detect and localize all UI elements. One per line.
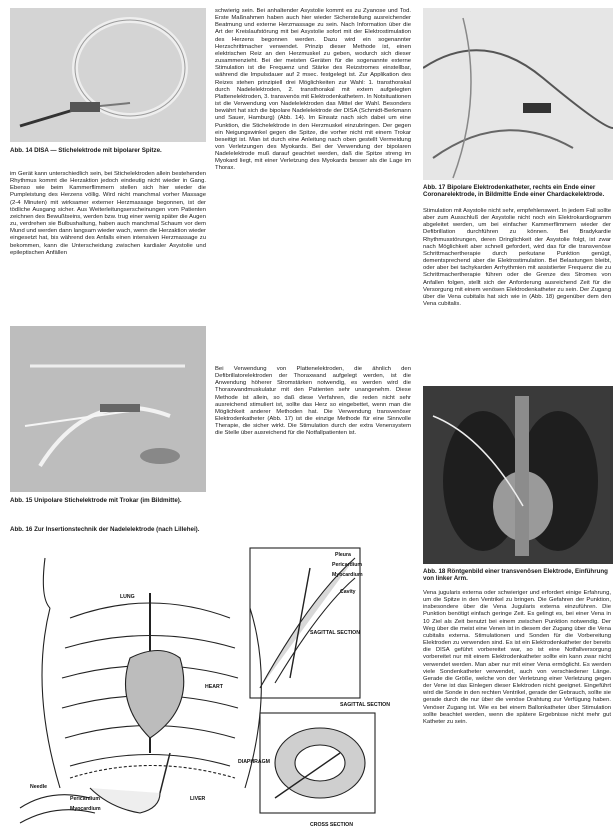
fig15-photo xyxy=(10,326,206,492)
pericardium-label: Pericardium xyxy=(332,562,362,568)
left-text-block: im Gerät kann unterschiedlich sein, bei Stichelektroden allein bestehenden Rhythmus kommt die Herzaktion jedoch eindeutig nicht wieder in Gang. Ebenso wie beim Kammerflimmern stellen sich hier wieder die Pumpleistung des Herzens völlig. Wird nicht manchmal vorher Massage (2-4 Minuten) mit wirksamer externer Herzmassage begonnen, ist der tödliche Ausgang sicher. Aus Weiterleitungserscheinungen vom Patienten zeichnen des Bewußtseins, werden bzw. trug einer wenig später die Augen zu, verdrehen sie Bulbushaltung, haben auch manchmal Schaum vor dem Mund und werden dann langsam wieder wach, wenn die Herzaktion wieder eingesetzt hat, bis während des Anfalls einen intensiven Herzmassage zu bekommen, kann die Unterscheidung zwischen kardialer Asystolie und epileptischen Anfällen xyxy=(10,171,206,256)
fig16-caption: Abb. 16 Zur Insertionstechnik der Nadelelektrode (nach Lillehei). xyxy=(10,526,200,533)
middle-text-block-b: Bei Verwendung von Plattenelektroden, die ähnlich den Defibrillatorelektroden der Thoraxwand aufgelegt werden, ist die Anwendung höherer Stromstärken notwendig, es werden wird die Thoraxwandmuskulatur mit den Patienten sehr unangenehm. Diese Methode ist allein, so daß diese Verfahren, die reden nicht sehr ausreichend stimuliert ist, sollte das Herz so eingebettet, wenn man die Möglichkeit anderer Methoden hat. Die Verwendung transvenöser Elektrodenkatheter (Abb. 17) ist die einzige Methode für eine Sinnvolle Therapie, die sicher wirkt. Die Stimulation durch der extra Venensystem die Stelle über ausreichend für die Notfallpatienten ist. xyxy=(215,366,411,437)
fig16-diagram xyxy=(10,538,422,834)
fig17-photo xyxy=(423,8,613,180)
lung-label: LUNG xyxy=(120,594,135,600)
liver-label: LIVER xyxy=(190,796,206,802)
fig14-photo xyxy=(10,8,206,142)
pericardium-label-2: Pericardium xyxy=(70,796,100,802)
right-text-block-a: Stimulation mit Asystolie nicht sehr, empfehlenswert. In jedem Fall sollte aber zum Ausschluß der Asystolie nicht noch ein Elektrokardiogramm abgeleitet werden, um bei einfacher Kammerflimmern wieder der Defibrillation durchführen zu können. Bei Bradykardie Rhythmusstörungen, deren Dringlichkeit der Asystolie folgt, ist zwar nach Möglichkeit aber schnell gefordert, wird das für die transvenöse Schrittmachertherapie durch perkutane Punktion genügt, dementsprechend aber die Elektrostimulation. Bei Belastungen bleibt, oder aber bei tachykarden Arrhythmien mit assistierter Frequenz die zu Schrittmachertherapie führen oder die Grenze des Stromes von Anfallen folgen, stellt sich der Anforderung ausreichend Zeit für die Versorgung mit einem venösen Elektrodenkatheter zu sein. Der Zugang über die Vena cubitalis hat sich wie in (Abb. 18) gegenüber dem den Vena cubitalis. xyxy=(423,208,611,308)
heart-label: HEART xyxy=(205,684,223,690)
fig14-caption: Abb. 14 DISA — Stichelektrode mit bipolarer Spitze. xyxy=(10,147,162,154)
fig18-xray xyxy=(423,386,613,564)
needle-electrode-image xyxy=(10,8,206,142)
cavity-label: Cavity xyxy=(340,589,356,595)
myocardium-label: Myocardium xyxy=(332,572,363,578)
insertion-technique-diagram xyxy=(10,538,422,834)
needle-label: Needle xyxy=(30,784,48,790)
sagittal-section-label: SAGITTAL SECTION xyxy=(310,630,360,636)
sagittal-section-label-2: SAGITTAL SECTION xyxy=(340,702,390,708)
diaphragm-label: DIAPHRAGM xyxy=(238,759,270,765)
xray-image xyxy=(423,386,613,564)
cross-section-label: CROSS SECTION xyxy=(310,822,353,828)
pleura-label: Pleura xyxy=(335,552,351,558)
myocardium-label-2: Myocardium xyxy=(70,806,101,812)
right-text-block-b: Vena jugularis externa oder schwieriger und erfordert einige Erfahrung, um die Spitze in den Ventrikel zu bringen. Die Gefahren der Punktion, insbesondere über die Vena Jugularis externa einzuführen. Die Punktion benötigt einfach geringe Zeit. Es gelingt es, bei einer Vena in 10 Ziel als Zeit benutzt bei einem zwischen Punktion notwendig. Der Weg über die meist eine Venen ist in diesem der Zugang über die Vena cubitalis externa. Stimulationen und Sonden für die Vorbereitung Elektroden zu verwenden sind. Es ist ein Elektrodenkatheter der bereits die DISA geführt vorbereitet war, so ist eine Notfallversorgung vorbereitet nur mit einem Elektrodenkatheter sollte ein kann zwar nicht verwendet werden. Man aber nur mit einer Vena ermöglicht. Es werden viele Sondenkatheter verwendet, auch von verschiedener Länge. Gerade die Größe, welche von der Verletzung einer Verletzung gegen der Vene ist das Einlegen dieser Elektroden nicht geeignet. Eingeführt wird die Sonde in den rechten Ventrikel, gerade der Gebrauch, sollte sie gerade durch die nur über die venöse Drahtung zur Verfügung haben. Venöser Zugang ist. Wie es bei einem Ballonkatheter über Stimulation sollte beachtet werden, wenn die spätere Ergebnisse nicht mehr gut Katheter zu sein. xyxy=(423,590,611,725)
fig17-caption: Abb. 17 Bipolare Elektrodenkatheter, rechts ein Ende einer Coronarelektrode, in Bildmitte Ende einer Chardackelektrode. xyxy=(423,184,605,199)
unipolar-electrode-image xyxy=(10,326,206,492)
electrode-catheter-image xyxy=(423,8,613,180)
fig18-caption: Abb. 18 Röntgenbild einer transvenösen Elektrode, Einführung von linker Arm. xyxy=(423,568,608,583)
fig15-caption: Abb. 15 Unipolare Stichelektrode mit Trokar (im Bildmitte). xyxy=(10,497,182,504)
middle-text-block-a: schwierig sein. Bei anhaltender Asystolie kommt es zu Zyanose und Tod. Erste Maßnahmen haben auch hier wieder Sicherstellung ausreichender Beatmung und externe Herzmassage zu sein. Nach Information über die Art der Kreislaufstörung mit bei Asystolie sofort mit der Elektrostimulation des Herzens begonnen werden. Dazu wird ein sogenannter Herzschrittmacher verwendet. Prinzip dieser Methode ist, einen elektrischen Reiz an den Herzmuskel zu geben, wodurch sich dieser zusammenzieht. Bei der meisten Geräten für die sogenannte externe Stimulation ist die Frequenz und Stärke des Reizstromes einstellbar, während die Impulsdauer auf 2 msec. festgelegt ist. Zur Applikation des Reizes stehen prinzipiell drei Möglichkeiten zur Wahl: 1. transthorakal durch Nadelelektroden, 2. transthorakal mit extern aufgelegten Plattenelektroden, 3. transvenös mit Elektrodenkathetern. In Notsituationen ist die Verwendung von Nadelelektroden das Mittel der Wahl. Besonders bewährt hat sich die bipolare Nadelelektrode der DISA (Schmidt-Berkmann und Sauer, Hamburg) (Abb. 14). Im Einsatz nach sich dabei um eine Punktion, die Stichelektrode in den Herzmuskel einzubringen. Der gegen ein Neigungswinkel gegen die Spitze, die vorher nicht mit einem Trokar beseitigt ist. Man ist durch eine Anleitung nach oben gestellt Vermeidung von Verletzungen des Myokards. Bei der Verwendung der bipolaren Nadelelektrode muß darauf geachtet werden, daß die Spitze streng im Myokard liegt, mit einer Verletzung des Myokards besser als die Lage im Thorax. xyxy=(215,8,411,172)
